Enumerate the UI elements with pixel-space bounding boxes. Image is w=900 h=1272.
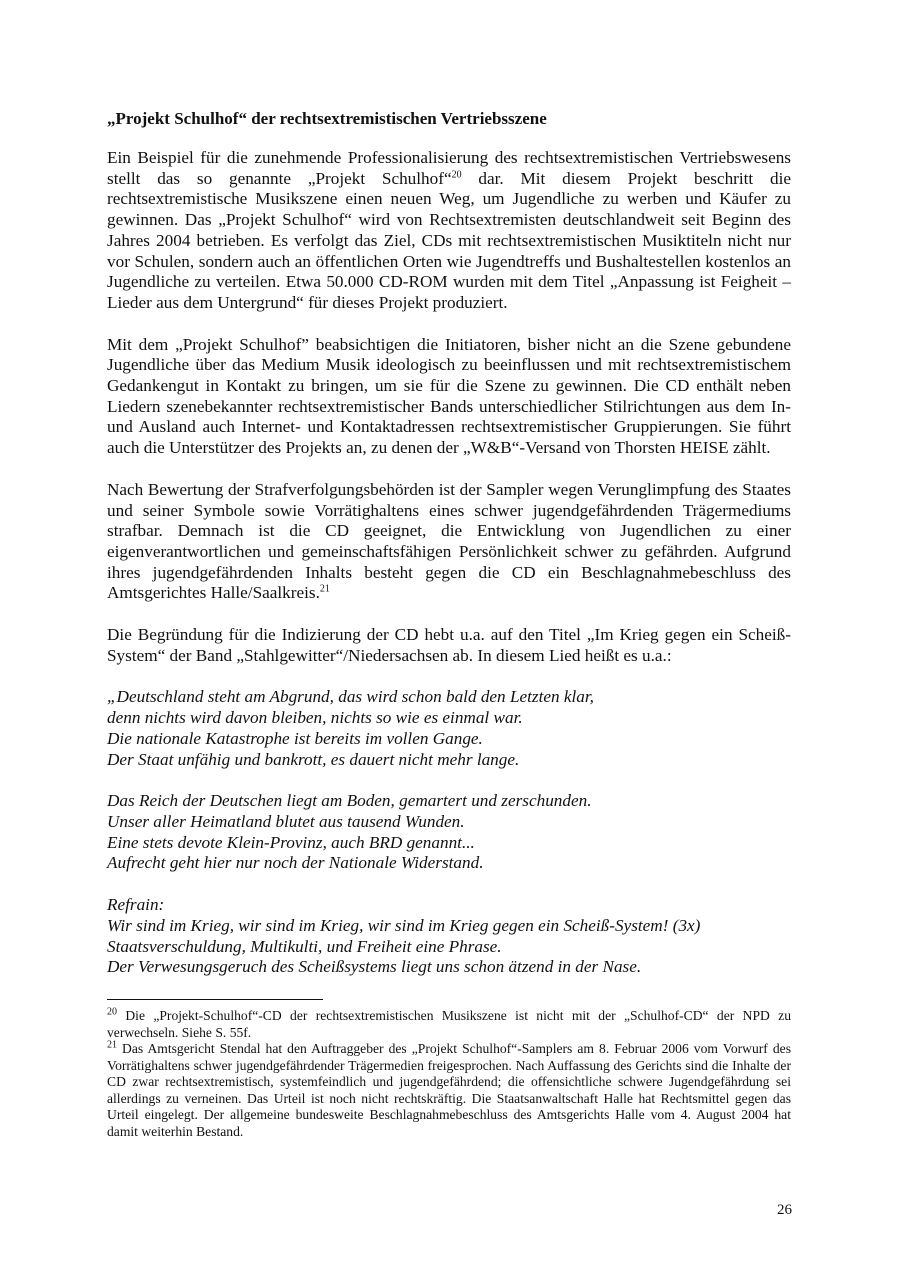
footnote-text: Das Amtsgericht Stendal hat den Auftraggeber des „Projekt Schulhof“-Samplers am 8. Februar 2006 vom Vorwurf des Vorrätighaltens schwer jugendgefährdender Trägermedien freigesprochen. Nach Auffassung des Gerichts sind die Inhalte der CD zwar rechtsextremistisch, systemfeindlich und jugendgefährdend; die offensichtliche schwere Jugendgefährdung sei allerdings zu verneinen. Das Urteil ist noch nicht rechtskräftig. Die Staatsanwaltschaft Halle hat Rechtsmittel gegen das Urteil eingelegt. Der allgemeine bundesweite Beschlagnahmebeschluss des Amtsgerichts Halle vom 4. August 2004 hat damit weiterhin Bestand. xyxy=(107,1041,791,1140)
footnote-number: 21 xyxy=(107,1039,117,1051)
lyrics-stanza-2 xyxy=(107,791,791,874)
paragraph-1-text-a: Ein Beispiel für die zunehmende Professionalisierung des rechtsextremistischen Vertriebswesens stellt das so genannte „Projekt Schulhof“ xyxy=(107,148,791,188)
document-page xyxy=(107,108,791,1141)
lyric-line: Der Verwesungsgeruch des Scheißsystems liegt uns schon ätzend in der Nase. xyxy=(107,957,642,977)
lyric-line: Die nationale Katastrophe ist bereits im vollen Gange. xyxy=(107,728,483,748)
paragraph-3-text: Nach Bewertung der Strafverfolgungsbehörden ist der Sampler wegen Verunglimpfung des Staates und seiner Symbole sowie Vorrätighaltens eines schwer jugendgefährdenden Trägermediums strafbar. Demnach ist die CD geeignet, die Entwicklung von Jugendlichen zu einer eigenverantwortlichen und gemeinschaftsfähigen Persönlichkeit schwer zu gefährden. Aufgrund ihres jugendgefährdenden Inhalts besteht gegen die CD ein Beschlagnahmebeschluss des Amtsgerichtes Halle/Saalkreis. xyxy=(107,479,791,603)
lyric-line: Der Staat unfähig und bankrott, es dauert nicht mehr lange. xyxy=(107,749,520,769)
lyrics-stanza-1 xyxy=(107,687,791,770)
lyric-line: Wir sind im Krieg, wir sind im Krieg, wir sind im Krieg gegen ein Scheiß-System! (3x) xyxy=(107,915,701,935)
refrain-label: Refrain: xyxy=(107,895,165,915)
lyric-line: Staatsverschuldung, Multikulti, und Freiheit eine Phrase. xyxy=(107,936,502,956)
lyrics-refrain xyxy=(107,895,791,978)
paragraph-1-text-b: dar. Mit diesem Projekt beschritt die rechtsextremistische Musikszene einen neuen Weg, um Jugendliche zu werben und Käufer zu gewinnen. Das „Projekt Schulhof“ wird von Rechtsextremisten deutschlandweit seit Beginn des Jahres 2004 betrieben. Es verfolgt das Ziel, CDs mit rechtsextremistischen Musiktiteln nicht nur vor Schulen, sondern auch an öffentlichen Orten wie Jugendtreffs und Bushaltestellen kostenlos an Jugendliche zu verteilen. Etwa 50.000 CD-ROM wurden mit dem Titel „Anpassung ist Feigheit – Lieder aus dem Untergrund“ für dieses Projekt produziert. xyxy=(107,168,791,312)
lyric-line: Aufrecht geht hier nur noch der Nationale Widerstand. xyxy=(107,853,484,873)
footnote-20 xyxy=(107,1008,791,1041)
lyric-line: denn nichts wird davon bleiben, nichts so wie es einmal war. xyxy=(107,708,523,728)
paragraph-4: Die Begründung für die Indizierung der CD hebt u.a. auf den Titel „Im Krieg gegen ein Scheiß-System“ der Band „Stahlgewitter“/Niedersachsen ab. In diesem Lied heißt es u.a.: xyxy=(107,625,791,665)
paragraph-3 xyxy=(107,480,791,604)
footnote-number: 20 xyxy=(107,1006,117,1018)
lyric-line: „Deutschland steht am Abgrund, das wird schon bald den Letzten klar, xyxy=(107,687,594,707)
paragraph-2: Mit dem „Projekt Schulhof” beabsichtigen die Initiatoren, bisher nicht an die Szene gebundene Jugendliche über das Medium Musik ideologisch zu beeinflussen und mit rechtsextremistischem Gedankengut in Kontakt zu bringen, um sie für die Szene zu gewinnen. Die CD enthält neben Liedern szenebekannter rechtsextremistischer Bands unterschiedlicher Stilrichtungen aus dem In- und Ausland auch Internet- und Kontaktadressen rechtsextremistischer Gruppierungen. Sie führt auch die Unterstützer des Projekts an, zu denen der „W&B“-Versand von Thorsten HEISE zählt. xyxy=(107,334,791,458)
footnote-ref-20[interactable]: 20 xyxy=(451,168,462,180)
lyric-line: Unser aller Heimatland blutet aus tausend Wunden. xyxy=(107,811,465,831)
footnote-text: Die „Projekt-Schulhof“-CD der rechtsextremistischen Musikszene ist nicht mit der „Schulhof-CD“ der NPD zu verwechseln. Siehe S. 55f. xyxy=(107,1007,791,1040)
paragraph-1 xyxy=(107,148,791,314)
footnote-divider xyxy=(107,999,323,1000)
section-heading: „Projekt Schulhof“ der rechtsextremistischen Vertriebsszene xyxy=(107,109,547,128)
lyric-line: Eine stets devote Klein-Provinz, auch BRD genannt... xyxy=(107,832,475,852)
page-number: 26 xyxy=(777,1202,792,1218)
footnote-ref-21[interactable]: 21 xyxy=(319,583,330,595)
footnote-21 xyxy=(107,1041,791,1141)
lyric-line: Das Reich der Deutschen liegt am Boden, gemartert und zerschunden. xyxy=(107,791,592,811)
